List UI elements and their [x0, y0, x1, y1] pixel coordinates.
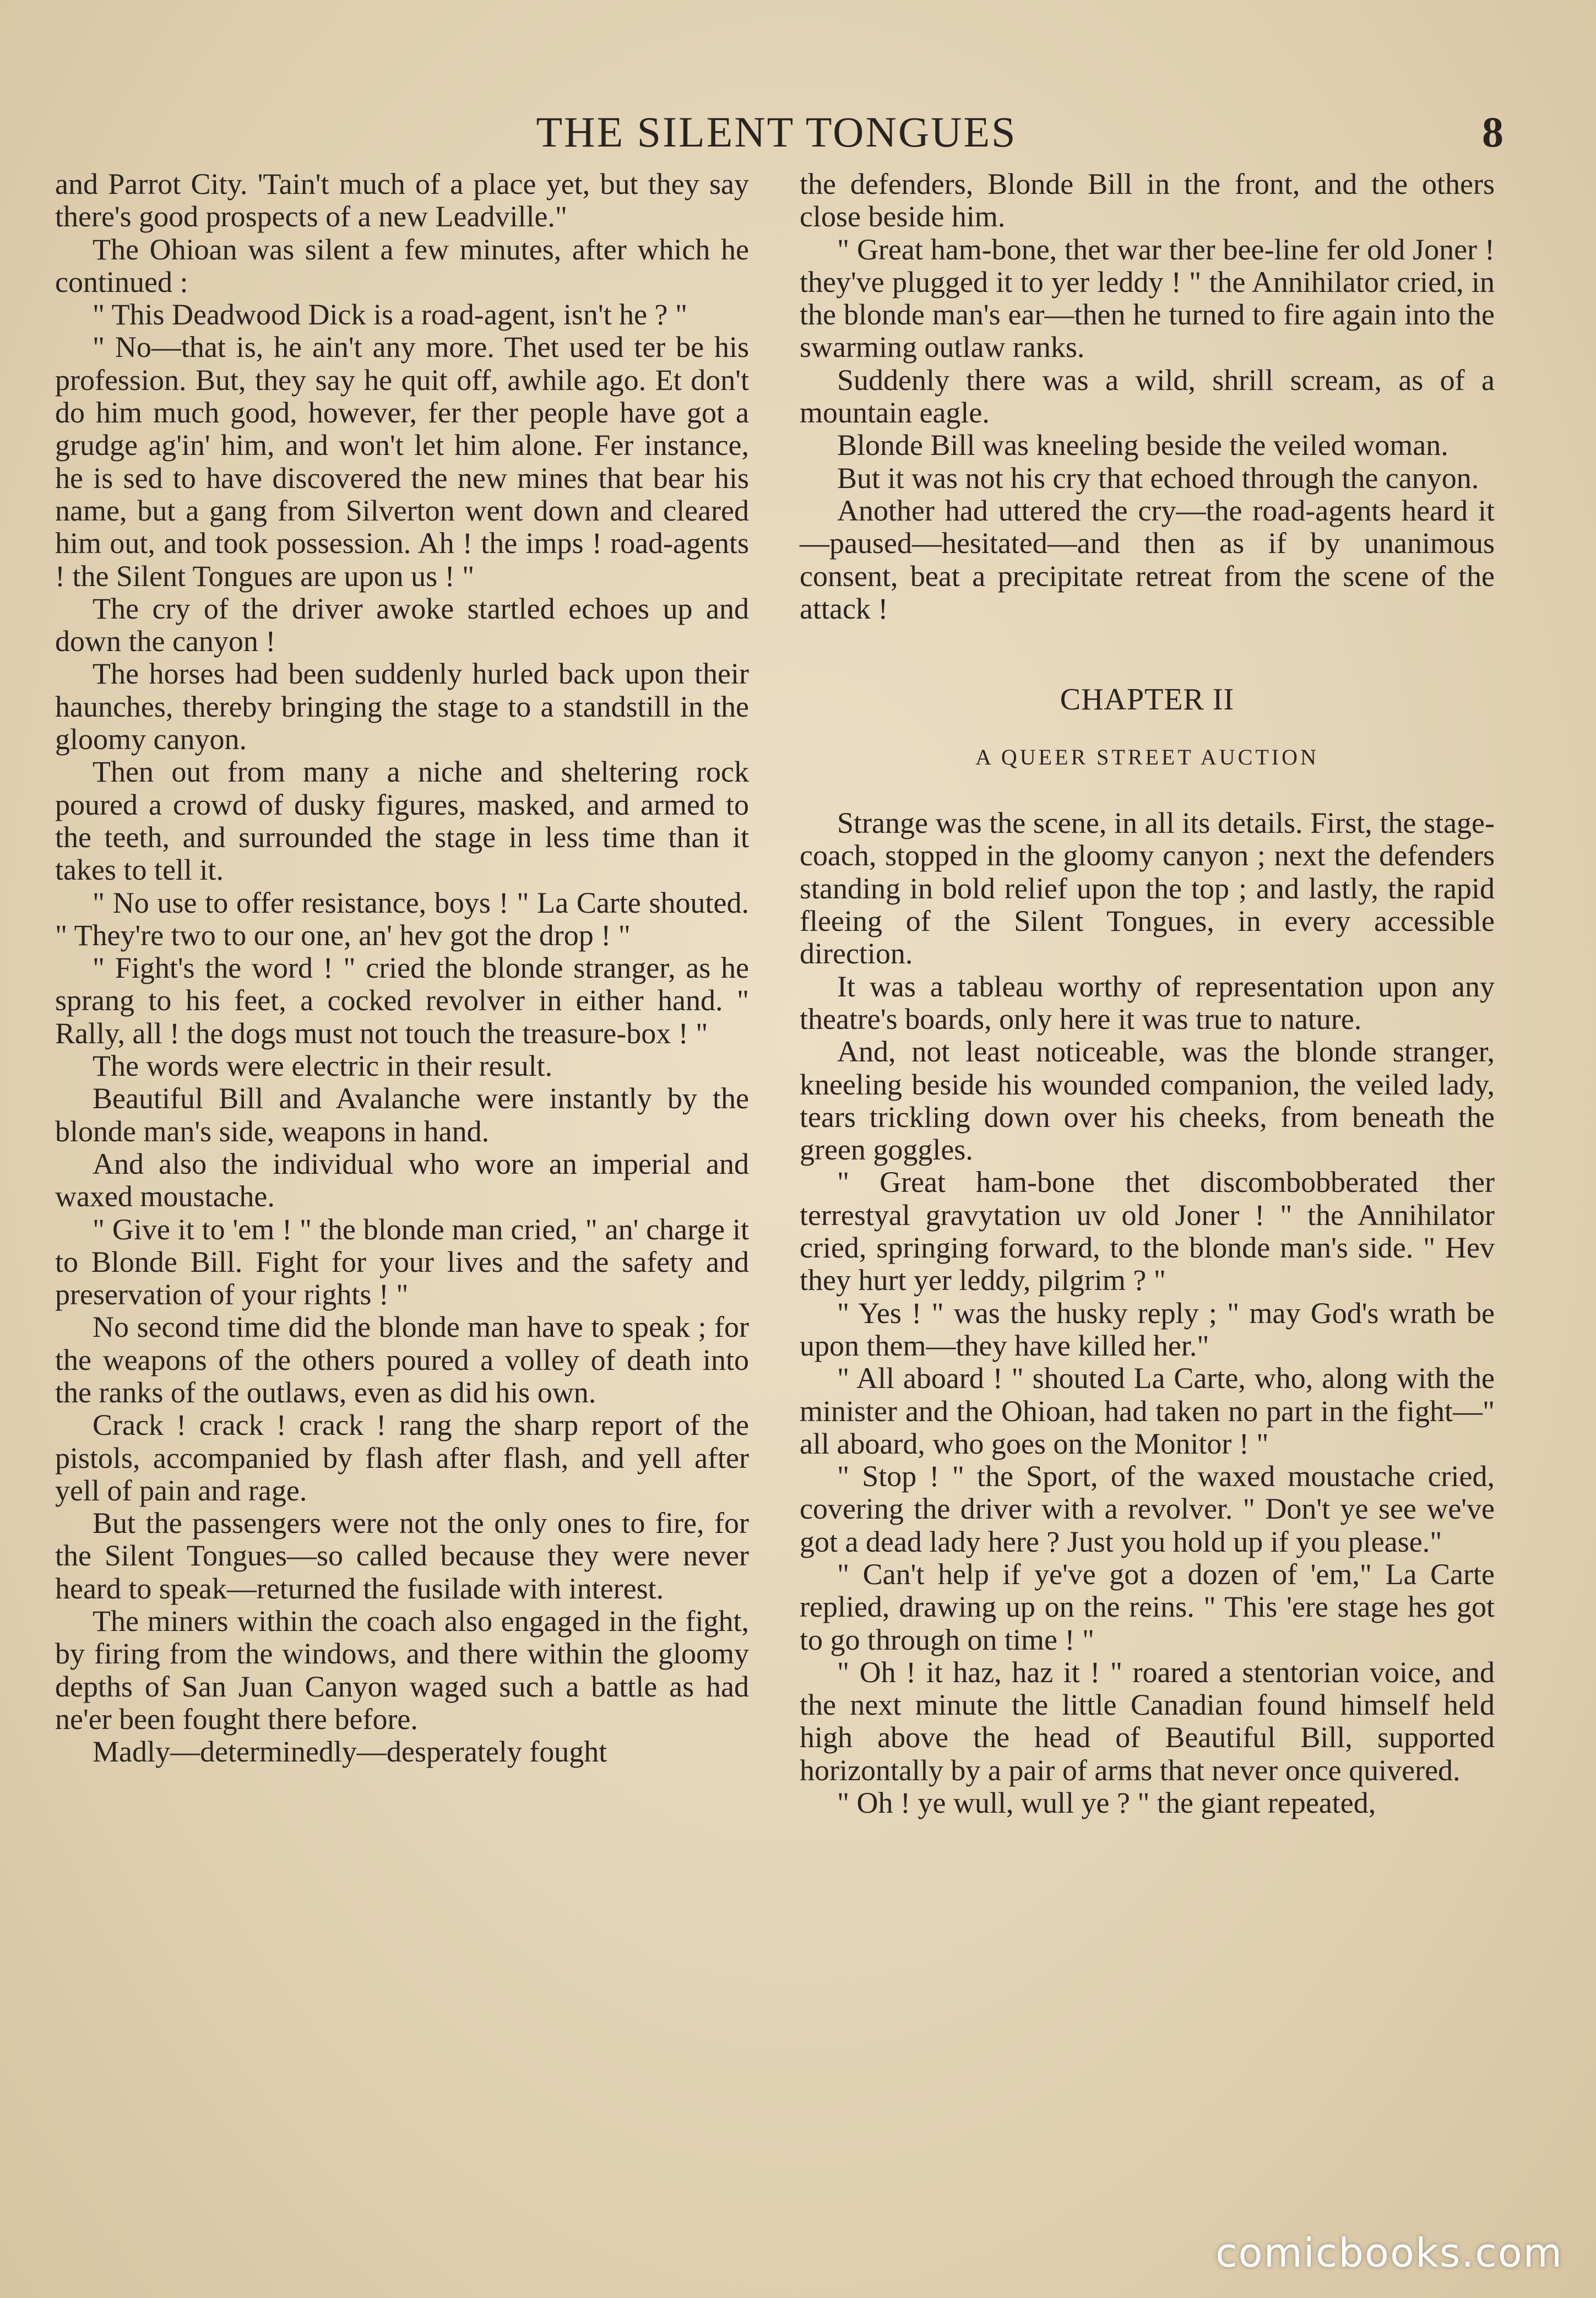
paragraph: The words were electric in their result.: [93, 1049, 553, 1083]
right-column: [800, 168, 1495, 1819]
page-header: [50, 102, 1503, 162]
paragraph: Beautiful Bill and Avalanche were instantly by the blonde man's side, weapons in hand.: [55, 1082, 749, 1148]
paragraph: " Yes ! " was the husky reply ; " may God's wrath be upon them—they have killed her.": [800, 1296, 1495, 1362]
paragraph: " Great ham-bone, thet war ther bee-line fer old Joner ! they've plugged it to yer leddy ! " the Annihilator cried, in the blonde man's ear—then he turned to fire again into the swarming outlaw ranks.: [800, 232, 1495, 364]
paragraph: Madly—determinedly—desperately fought: [93, 1735, 607, 1769]
paragraph: And, not least noticeable, was the blonde stranger, kneeling beside his wounded companion, the veiled lady, tears trickling down over his cheeks, from beneath the green goggles.: [800, 1035, 1495, 1167]
paragraph: But the passengers were not the only ones to fire, for the Silent Tongues—so called because they were never heard to speak—returned the fusilade with interest.: [55, 1506, 749, 1605]
paragraph: It was a tableau worthy of representation upon any theatre's boards, only here it was true to nature.: [800, 969, 1495, 1036]
paragraph: " Give it to 'em ! " the blonde man cried, " an' charge it to Blonde Bill. Fight for your lives and the safety and preservation of your rights ! ": [55, 1212, 749, 1311]
chapter-subtitle: A QUEER STREET AUCTION: [975, 745, 1319, 770]
paragraph: Blonde Bill was kneeling beside the veiled woman.: [837, 429, 1448, 462]
paragraph: The Ohioan was silent a few minutes, after which he continued :: [55, 232, 749, 299]
paragraph: No second time did the blonde man have to speak ; for the weapons of the others poured a volley of death into the ranks of the outlaws, even as did his own.: [55, 1310, 749, 1409]
chapter-title: CHAPTER II: [1060, 682, 1235, 717]
paragraph: The horses had been suddenly hurled back upon their haunches, thereby bringing the stage to a standstill in the gloomy canyon.: [55, 657, 749, 756]
paragraph: Crack ! crack ! crack ! rang the sharp report of the pistols, accompanied by flash after flash, and yell after yell of pain and rage.: [55, 1408, 749, 1507]
page-number: 8: [1482, 108, 1503, 156]
paragraph: Another had uttered the cry—the road-agents heard it—paused—hesitated—and then as if by unanimous consent, beat a precipitate retreat from the scene of the attack !: [800, 494, 1495, 625]
paragraph: " Fight's the word ! " cried the blonde stranger, as he sprang to his feet, a cocked revolver in either hand. " Rally, all ! the dogs must not touch the treasure-box ! ": [55, 951, 749, 1050]
watermark: comicbooks.com: [1215, 2230, 1563, 2276]
paragraph: " This Deadwood Dick is a road-agent, isn't he ? ": [93, 298, 688, 332]
running-title: THE SILENT TONGUES: [536, 108, 1017, 156]
paragraph: " Stop ! " the Sport, of the waxed moustache cried, covering the driver with a revolver. " Don't ye see we've got a dead lady here ? Just you hold up if you please.": [800, 1460, 1495, 1558]
paragraph: " Oh ! it haz, haz it ! " roared a stentorian voice, and the next minute the little Canadian found himself held high above the head of Beautiful Bill, supported horizontally by a pair of arms that never once quivered.: [800, 1655, 1495, 1787]
paragraph: " No—that is, he ain't any more. Thet used ter be his profession. But, they say he quit off, awhile ago. Et don't do him much good, however, fer ther people have got a grudge ag'in' him, and won't let him alone. Fer instance, he is sed to have discovered the new mines that bear his name, but a gang from Silverton went down and cleared him out, and took possession. Ah ! the imps ! road-agents ! the Silent Tongues are upon us ! ": [55, 330, 749, 593]
paragraph: The miners within the coach also engaged in the fight, by firing from the windows, and there within the gloomy depths of San Juan Canyon waged such a battle as had ne'er been fought there before.: [55, 1605, 749, 1736]
left-column: [55, 168, 749, 1769]
paragraph: Strange was the scene, in all its details. First, the stage-coach, stopped in the gloomy canyon ; next the defenders standing in bold relief upon the top ; and lastly, the rapid fleeing of the Silent Tongues, in every accessible direction.: [800, 806, 1495, 971]
paragraph: " All aboard ! " shouted La Carte, who, along with the minister and the Ohioan, had taken no part in the fight—" all aboard, who goes on the Monitor ! ": [800, 1362, 1495, 1460]
paragraph: " Great ham-bone thet discombobberated ther terrestyal gravytation uv old Joner ! " the Annihilator cried, springing forward, to the blonde man's side. " Hev they hurt yer leddy, pilgrim ? ": [800, 1166, 1495, 1297]
paragraph: But it was not his cry that echoed through the canyon.: [837, 461, 1479, 495]
paragraph: Then out from many a niche and sheltering rock poured a crowd of dusky figures, masked, and armed to the teeth, and surrounded the stage in less time than it takes to tell it.: [55, 755, 749, 887]
paragraph: " Can't help if ye've got a dozen of 'em," La Carte replied, drawing up on the reins. " This 'ere stage hes got to go through on time ! ": [800, 1557, 1495, 1656]
paragraph: Suddenly there was a wild, shrill scream, as of a mountain eagle.: [800, 363, 1495, 430]
paragraph: " No use to offer resistance, boys ! " La Carte shouted. " They're two to our one, an' hev got the drop ! ": [55, 886, 749, 952]
paragraph: and Parrot City. 'Tain't much of a place yet, but they say there's good prospects of a new Leadville.": [55, 167, 749, 234]
paragraph: And also the individual who wore an imperial and waxed moustache.: [55, 1147, 749, 1213]
paragraph: The cry of the driver awoke startled echoes up and down the canyon !: [55, 592, 749, 658]
paragraph: " Oh ! ye wull, wull ye ? " the giant repeated,: [837, 1786, 1376, 1820]
paragraph: the defenders, Blonde Bill in the front, and the others close beside him.: [800, 167, 1495, 234]
